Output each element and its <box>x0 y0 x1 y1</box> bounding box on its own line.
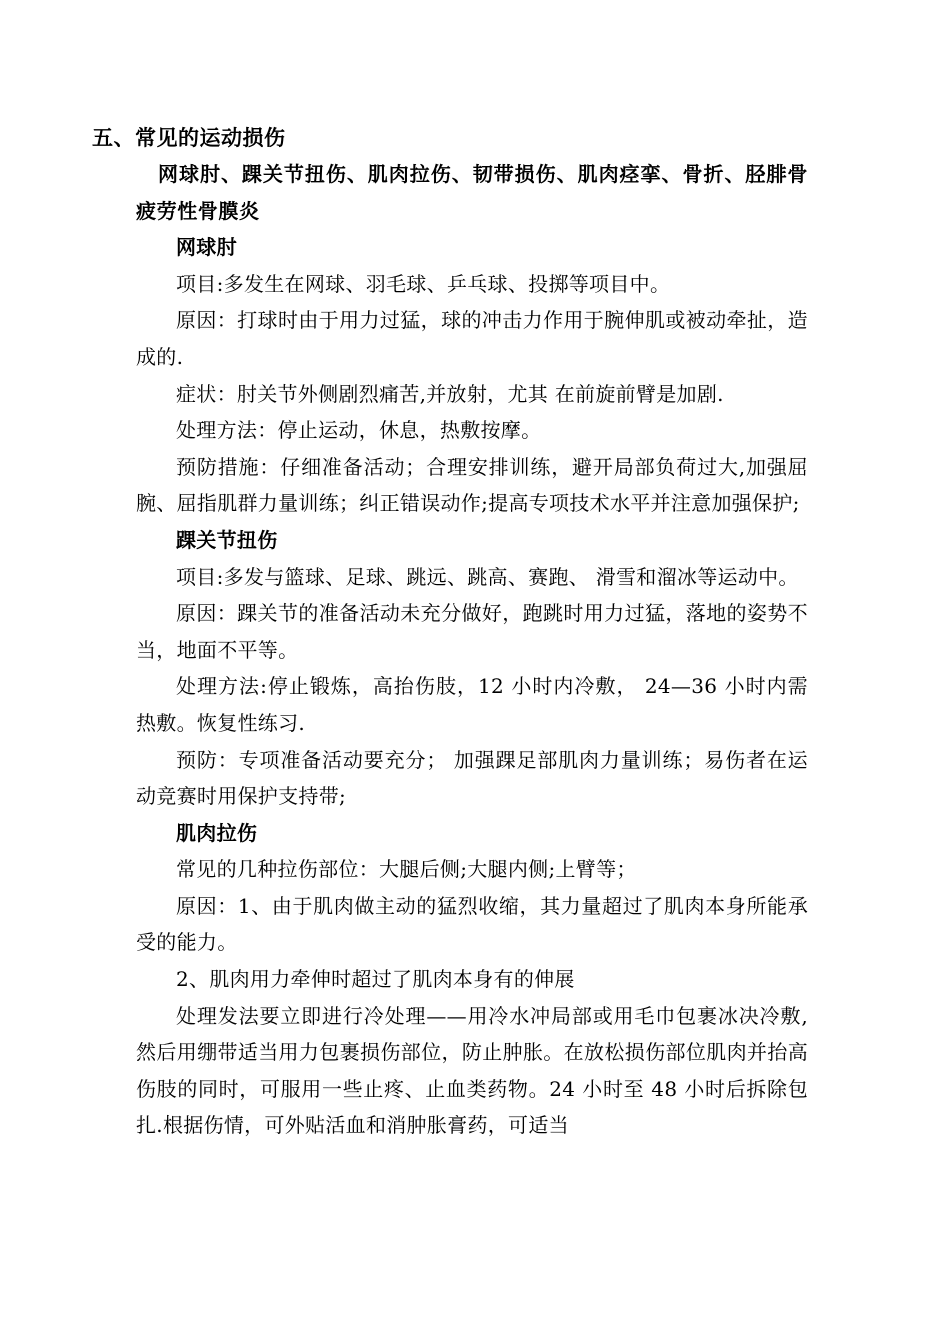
section-title: 五、常见的运动损伤 <box>92 125 286 150</box>
muscle-strain-locations: 常见的几种拉伤部位：大腿后侧;大腿内侧;上臂等； <box>176 857 637 882</box>
muscle-strain-cause-2: 2、肌肉用力牵伸时超过了肌肉本身有的伸展 <box>176 967 575 992</box>
tennis-elbow-heading: 网球肘 <box>176 235 237 260</box>
ankle-sprain-treatment: 处理方法:停止锻炼，高抬伤肢，12 小时内冷敷， 24—36 小时内需热敷。恢复性练习. <box>136 674 808 735</box>
ankle-sprain-cause: 原因：踝关节的准备活动未充分做好，跑跳时用力过猛，落地的姿势不当，地面不平等。 <box>136 601 808 662</box>
injury-list: 网球肘、踝关节扭伤、肌肉拉伤、韧带损伤、肌肉痉挛、骨折、胫腓骨疲劳性骨膜炎 <box>136 162 808 223</box>
muscle-strain-treatment: 处理发法要立即进行冷处理——用冷水冲局部或用毛巾包裹冰决冷敷,然后用绷带适当用力包裹损伤部位，防止肿胀。在放松损伤部位肌肉并抬高伤肢的同时，可服用一些止疼、止血类药物。24 小时至 48 小时后拆除包扎.根据伤情，可外贴活血和消肿胀膏药，可适当 <box>136 1003 808 1138</box>
muscle-strain-heading: 肌肉拉伤 <box>176 820 258 845</box>
ankle-sprain-heading: 踝关节扭伤 <box>176 527 278 552</box>
tennis-elbow-prevention: 预防措施：仔细准备活动；合理安排训练，避开局部负荷过大,加强屈腕、屈指肌群力量训练；纠正错误动作;提高专项技术水平并注意加强保护; <box>136 454 808 516</box>
tennis-elbow-treatment: 处理方法：停止运动，休息，热敷按摩。 <box>176 418 542 443</box>
ankle-sprain-project: 项目:多发与篮球、足球、跳远、跳高、赛跑、 滑雪和溜冰等运动中。 <box>176 564 799 589</box>
ankle-sprain-prevention: 预防：专项准备活动要充分； 加强踝足部肌肉力量训练；易伤者在运动竞赛时用保护支持带; <box>136 747 808 809</box>
document-body <box>136 156 808 1144</box>
tennis-elbow-symptom: 症状：肘关节外侧剧烈痛苦,并放射，尤其 在前旋前臂是加剧. <box>176 381 724 406</box>
tennis-elbow-cause: 原因：打球时由于用力过猛，球的冲击力作用于腕伸肌或被动牵扯，造成的. <box>136 308 808 369</box>
tennis-elbow-project: 项目:多发生在网球、羽毛球、乒乓球、投掷等项目中。 <box>176 271 671 296</box>
muscle-strain-cause-1: 原因：1、由于肌肉做主动的猛烈收缩，其力量超过了肌肉本身所能承受的能力。 <box>136 893 808 955</box>
